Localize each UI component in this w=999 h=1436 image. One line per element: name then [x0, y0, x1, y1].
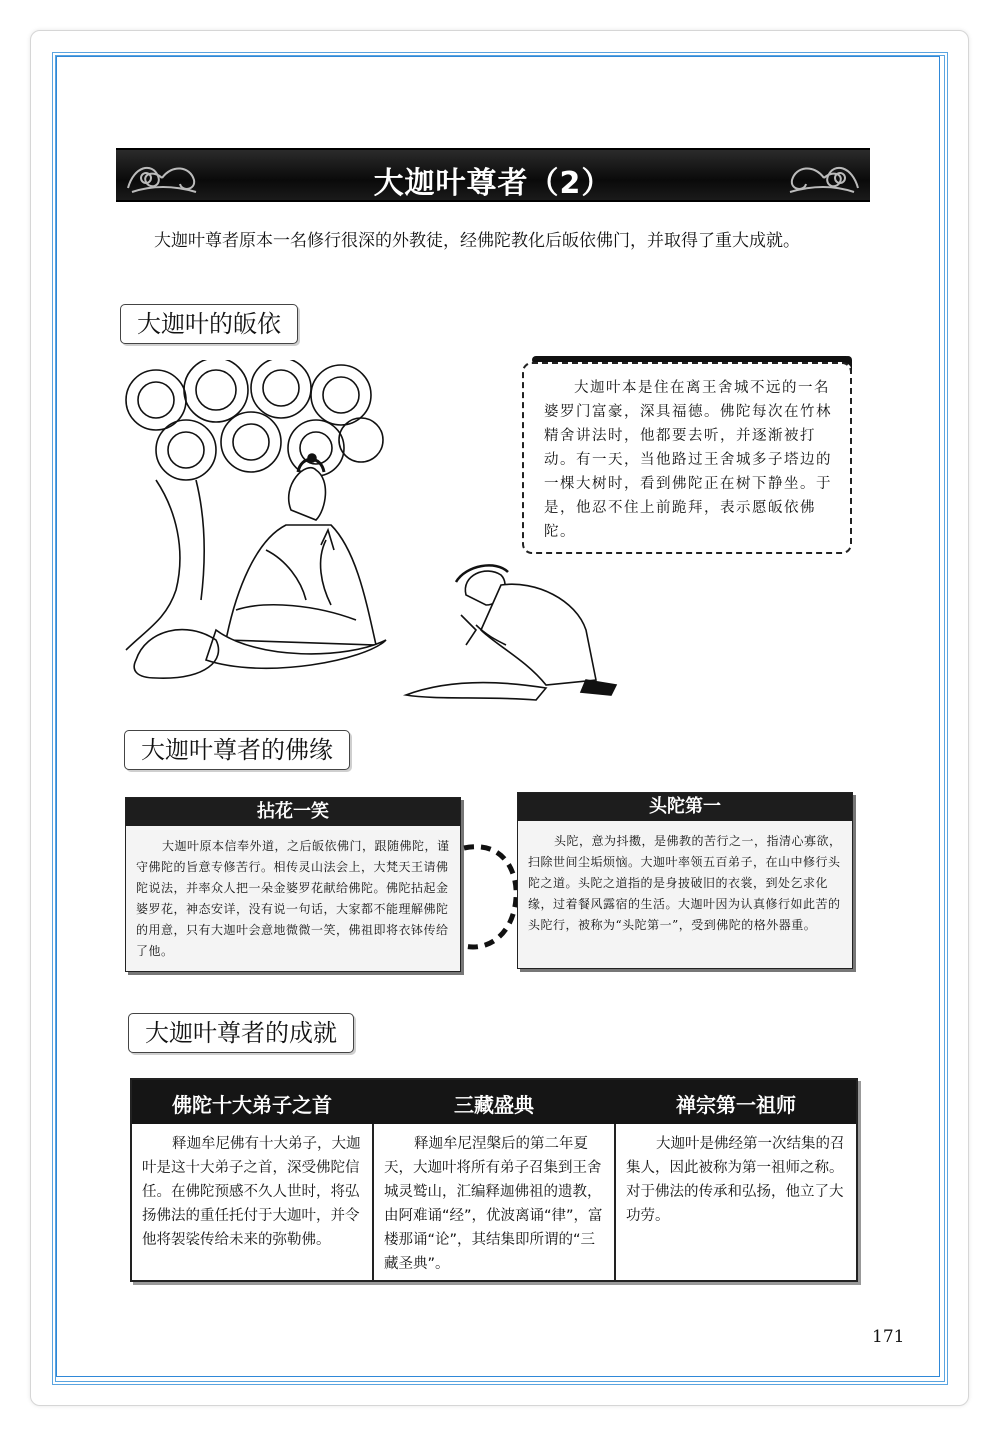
dashed-connector — [462, 840, 518, 955]
intro-paragraph: 大迦叶尊者原本一名修行很深的外教徒，经佛陀教化后皈依佛门，并取得了重大成就。 — [154, 231, 800, 251]
section-label-achievement: 大迦叶尊者的成就 — [128, 1013, 354, 1053]
affinity-box-title: 拈花一笑 — [126, 798, 460, 826]
column-divider — [614, 1124, 616, 1280]
tree-canopy — [126, 360, 383, 480]
column-divider — [372, 1124, 374, 1280]
affinity-box-flower-smile — [125, 797, 461, 972]
story-callout-text: 大迦叶本是住在离王舍城不远的一名婆罗门富豪，深具福德。佛陀每次在竹林精舍讲法时，他都要去听，并逐渐被打动。有一天，当他路过王舍城多子塔边的一棵大树时，看到佛陀正在树下静坐。于是，他忍不住上前跪拜，表示愿皈依佛陀。 — [544, 380, 832, 540]
achievement-body: 释迦牟尼佛有十大弟子，大迦叶是这十大弟子之首，深受佛陀信任。在佛陀预感不久人世时，将弘扬佛法的重任托付于大迦叶，并令他将袈裟传给未来的弥勒佛。 — [142, 1136, 361, 1248]
section-label-conversion: 大迦叶的皈依 — [120, 304, 298, 344]
affinity-box-body: 大迦叶原本信奉外道，之后皈依佛门，跟随佛陀，谨守佛陀的旨意专修苦行。相传灵山法会上，大梵天王请佛陀说法，并率众人把一朵金婆罗花献给佛陀。佛陀拈起金婆罗花，神态安详，没有说一句话，大家都不能理解佛陀的用意，只有大迦叶会意地微微一笑，佛祖即将衣钵传给了他。 — [136, 839, 450, 958]
title-banner — [116, 148, 870, 202]
achievement-title: 佛陀十大弟子之首 — [172, 1093, 332, 1117]
page-number: 171 — [872, 1327, 905, 1347]
achievement-title: 禅宗第一祖师 — [676, 1093, 796, 1117]
achievements-table — [130, 1078, 858, 1282]
story-callout-box — [522, 362, 852, 554]
affinity-box-dhuta-first — [517, 792, 853, 969]
achievement-body: 释迦牟尼涅槃后的第二年夏天，大迦叶将所有弟子召集到王舍城灵鹫山，汇编释迦佛祖的遗教，由阿难诵“经”，优波离诵“律”，富楼那诵“论”，其结集即所谓的“三藏圣典”。 — [384, 1136, 603, 1272]
section-label-affinity: 大迦叶尊者的佛缘 — [124, 730, 350, 770]
achievement-title: 三藏盛典 — [454, 1093, 534, 1117]
affinity-box-body: 头陀，意为抖擞，是佛教的苦行之一，指清心寡欲，扫除世间尘垢烦恼。大迦叶率领五百弟子，在山中修行头陀之道。头陀之道指的是身披破旧的衣裳，到处乞求化缘，过着餐风露宿的生活。大迦叶因为认真修行如此苦的头陀行，被称为“头陀第一”，受到佛陀的格外器重。 — [528, 834, 842, 932]
achievement-body: 大迦叶是佛经第一次结集的召集人，因此被称为第一祖师之称。对于佛法的传承和弘扬，他立了大功劳。 — [626, 1136, 845, 1224]
page-title: 大迦叶尊者（2） — [373, 166, 613, 201]
affinity-box-title: 头陀第一 — [518, 793, 852, 821]
cloud-ornament-icon — [784, 152, 864, 198]
